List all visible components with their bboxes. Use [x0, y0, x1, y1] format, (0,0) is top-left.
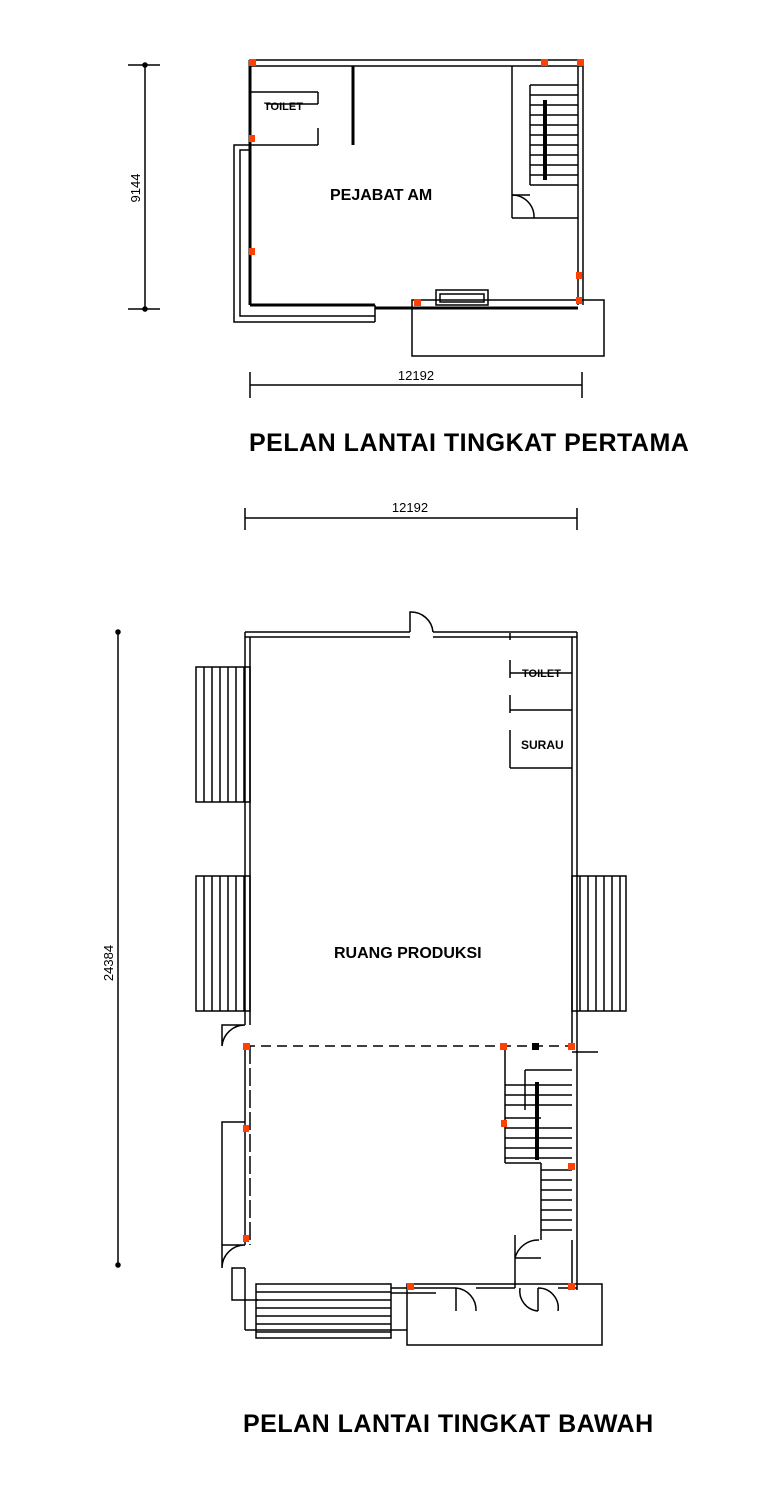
ground-room-main: RUANG PRODUKSI: [334, 945, 482, 962]
ground-room-toilet: TOILET: [522, 668, 561, 680]
ground-ramp-left-lower: [196, 876, 250, 1011]
upper-floor-title: PELAN LANTAI TINGKAT PERTAMA: [249, 429, 690, 457]
ground-dim-height-line: [116, 630, 120, 1267]
ground-room-prayer: SURAU: [521, 738, 564, 752]
ground-bottom-entrance: [391, 1284, 602, 1345]
upper-room-main: PEJABAT AM: [330, 187, 433, 204]
ground-stair-block: [505, 1046, 598, 1288]
ground-ramp-right: [572, 876, 626, 1011]
upper-floor-plan: [128, 59, 604, 398]
ground-column-dark: [532, 1043, 539, 1050]
upper-bottom-window: [436, 290, 488, 305]
upper-dim-height-label: 9144: [128, 173, 143, 203]
upper-columns: [249, 59, 584, 306]
upper-room-toilet: TOILET: [264, 101, 303, 113]
upper-dim-width-label: 12192: [397, 368, 435, 383]
ground-dim-height-label: 24384: [101, 944, 116, 982]
upper-stair-block: [512, 66, 578, 218]
ground-ramp-left-upper: [196, 667, 250, 802]
ground-floor-plan: [116, 508, 626, 1345]
ground-dim-width-label: 12192: [391, 500, 429, 515]
ground-floor-title: PELAN LANTAI TINGKAT BAWAH: [243, 1410, 654, 1438]
